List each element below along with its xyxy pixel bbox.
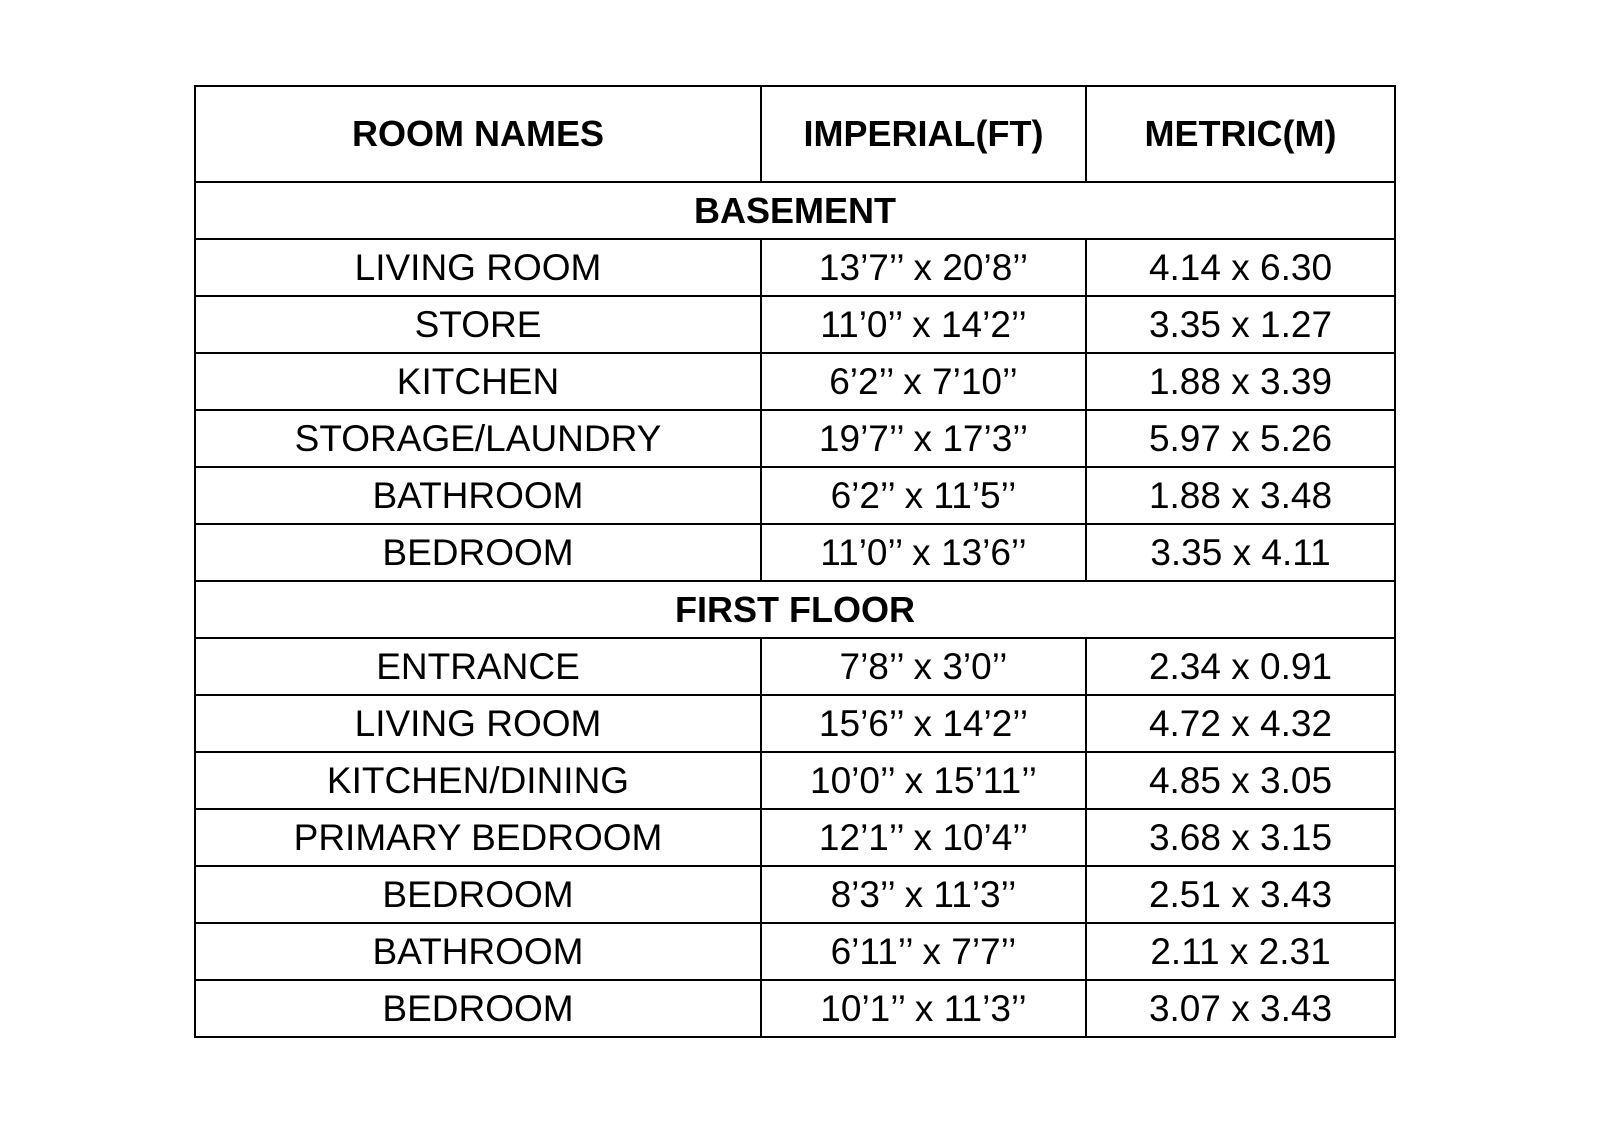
- table-row: [195, 695, 1395, 752]
- table-row: [195, 239, 1395, 296]
- imperial-size: 7’8’’ x 3’0’’: [761, 638, 1086, 695]
- header-row: [195, 86, 1395, 182]
- metric-size: 4.72 x 4.32: [1086, 695, 1395, 752]
- room-name: PRIMARY BEDROOM: [195, 809, 761, 866]
- room-name: BEDROOM: [195, 866, 761, 923]
- table-row: [195, 866, 1395, 923]
- room-name: BEDROOM: [195, 524, 761, 581]
- metric-size: 5.97 x 5.26: [1086, 410, 1395, 467]
- imperial-size: 15’6’’ x 14’2’’: [761, 695, 1086, 752]
- table-row: [195, 524, 1395, 581]
- room-name: KITCHEN/DINING: [195, 752, 761, 809]
- metric-size: 1.88 x 3.39: [1086, 353, 1395, 410]
- metric-size: 3.07 x 3.43: [1086, 980, 1395, 1037]
- imperial-size: 6’2’’ x 11’5’’: [761, 467, 1086, 524]
- imperial-size: 8’3’’ x 11’3’’: [761, 866, 1086, 923]
- imperial-size: 10’0’’ x 15’11’’: [761, 752, 1086, 809]
- metric-size: 3.35 x 4.11: [1086, 524, 1395, 581]
- table-row: [195, 410, 1395, 467]
- metric-size: 2.51 x 3.43: [1086, 866, 1395, 923]
- imperial-size: 6’11’’ x 7’7’’: [761, 923, 1086, 980]
- section-row-first-floor: [195, 581, 1395, 638]
- metric-size: 3.68 x 3.15: [1086, 809, 1395, 866]
- imperial-size: 19’7’’ x 17’3’’: [761, 410, 1086, 467]
- table-row: [195, 296, 1395, 353]
- imperial-size: 11’0’’ x 14’2’’: [761, 296, 1086, 353]
- room-name: KITCHEN: [195, 353, 761, 410]
- header-metric: METRIC(M): [1086, 86, 1395, 182]
- section-row-basement: [195, 182, 1395, 239]
- imperial-size: 13’7’’ x 20’8’’: [761, 239, 1086, 296]
- imperial-size: 11’0’’ x 13’6’’: [761, 524, 1086, 581]
- room-name: STORE: [195, 296, 761, 353]
- table-row: [195, 980, 1395, 1037]
- metric-size: 4.85 x 3.05: [1086, 752, 1395, 809]
- table-row: [195, 752, 1395, 809]
- section-title: FIRST FLOOR: [195, 581, 1395, 638]
- table-row: [195, 638, 1395, 695]
- table-row: [195, 809, 1395, 866]
- room-name: BATHROOM: [195, 923, 761, 980]
- header-imperial: IMPERIAL(FT): [761, 86, 1086, 182]
- metric-size: 1.88 x 3.48: [1086, 467, 1395, 524]
- room-name: LIVING ROOM: [195, 239, 761, 296]
- metric-size: 2.11 x 2.31: [1086, 923, 1395, 980]
- room-name: BEDROOM: [195, 980, 761, 1037]
- table-row: [195, 923, 1395, 980]
- imperial-size: 6’2’’ x 7’10’’: [761, 353, 1086, 410]
- header-room-names: ROOM NAMES: [195, 86, 761, 182]
- room-name: BATHROOM: [195, 467, 761, 524]
- metric-size: 4.14 x 6.30: [1086, 239, 1395, 296]
- metric-size: 3.35 x 1.27: [1086, 296, 1395, 353]
- room-name: ENTRANCE: [195, 638, 761, 695]
- room-dimensions-table: [194, 85, 1396, 1038]
- table-row: [195, 467, 1395, 524]
- metric-size: 2.34 x 0.91: [1086, 638, 1395, 695]
- imperial-size: 10’1’’ x 11’3’’: [761, 980, 1086, 1037]
- table-row: [195, 353, 1395, 410]
- section-title: BASEMENT: [195, 182, 1395, 239]
- imperial-size: 12’1’’ x 10’4’’: [761, 809, 1086, 866]
- room-name: STORAGE/LAUNDRY: [195, 410, 761, 467]
- room-name: LIVING ROOM: [195, 695, 761, 752]
